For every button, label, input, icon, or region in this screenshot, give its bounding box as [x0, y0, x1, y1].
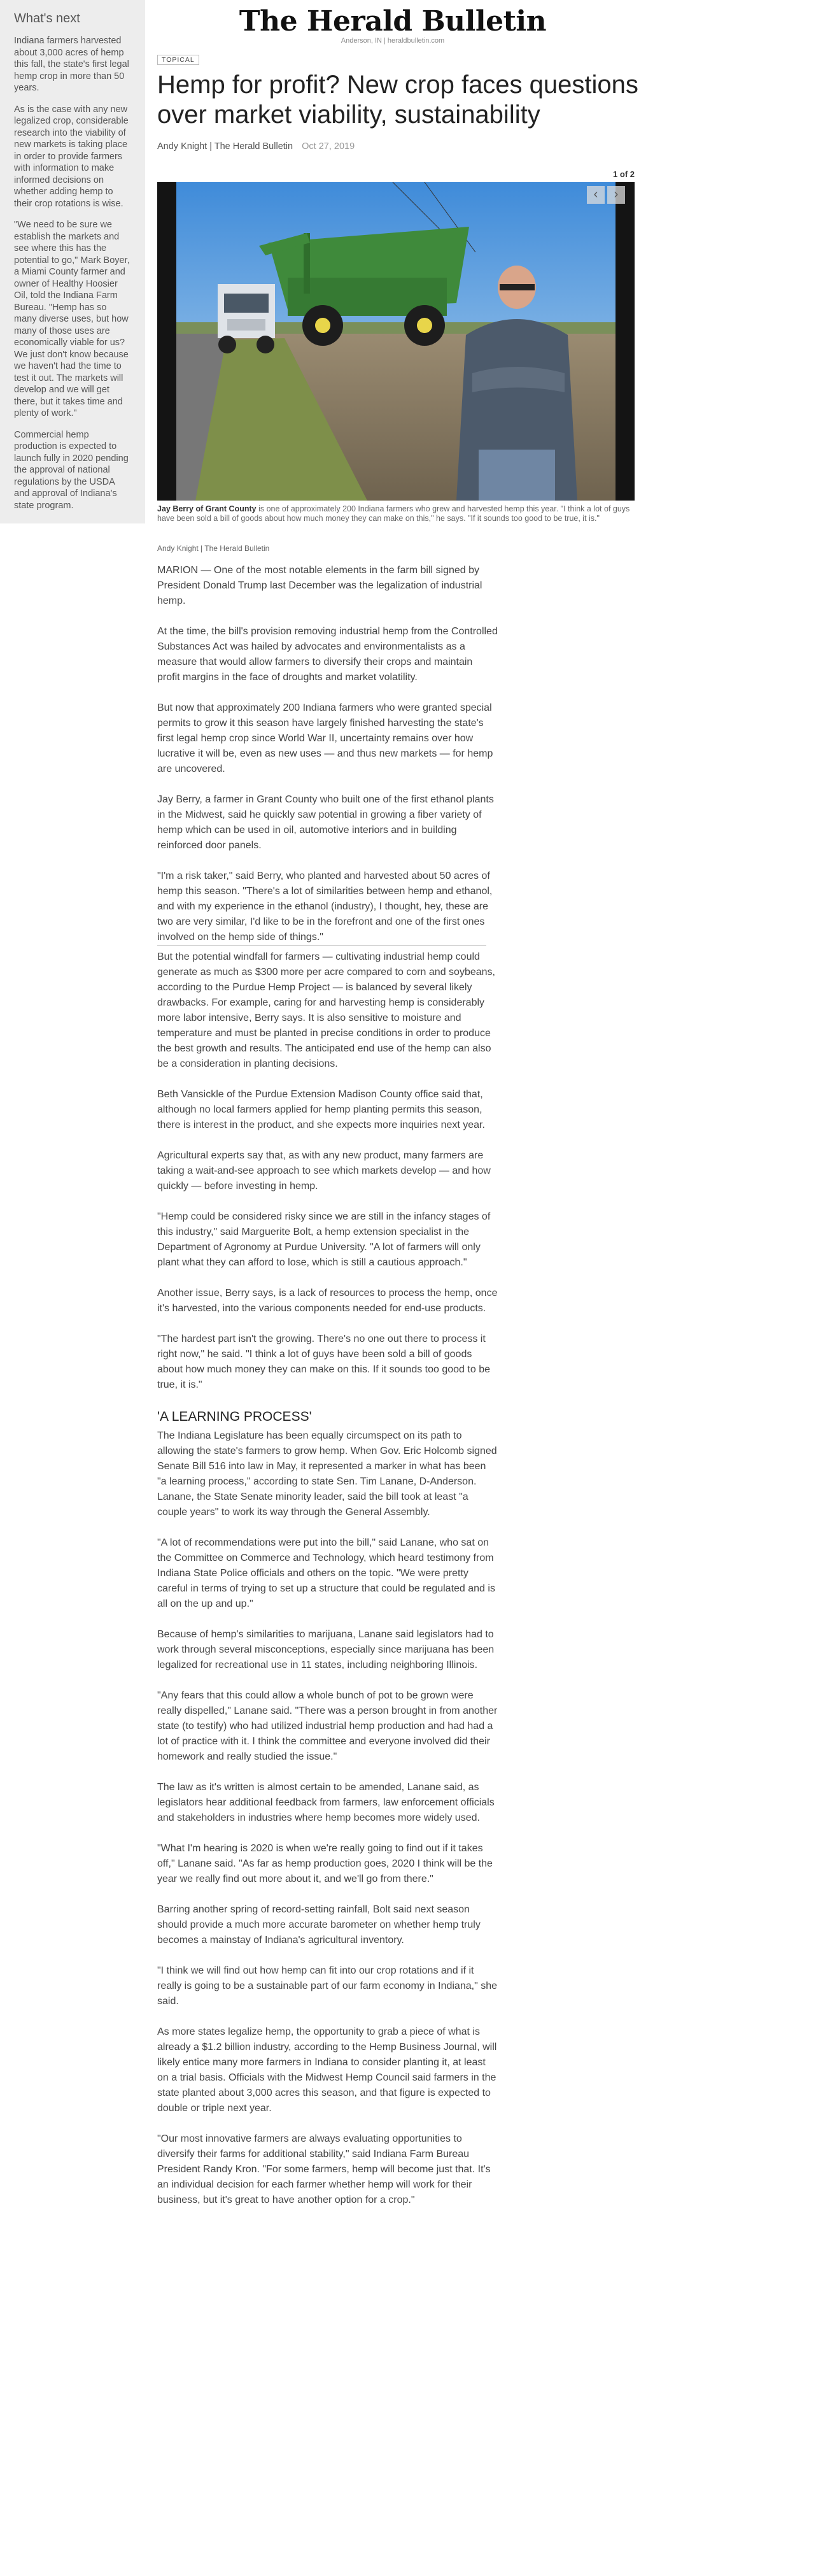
photo-caption: [157, 504, 635, 523]
body-paragraph: Another issue, Berry says, is a lack of resources to process the hemp, once it's harvested, into the various components needed for end-use products.: [157, 1288, 498, 1314]
body-paragraph: Jay Berry, a farmer in Grant County who built one of the first ethanol plants in the Midwest, said he quickly saw potential in growing a fiber variety of hemp which can be used in oil, automotive interiors and in building reinforced door panels.: [157, 794, 494, 851]
topic-tag[interactable]: TOPICAL: [157, 55, 199, 65]
body-paragraph: "Any fears that this could allow a whole bunch of pot to be grown were really dispelled," Lanane said. "There was a person brought in from another state (to testify) who had utilized industrial hemp production and had had a lot of practice with it. I think the committee and everyone involved did their homework and really studied the issue.": [157, 1690, 498, 1762]
masthead: [157, 5, 628, 45]
chevron-left-icon: ‹: [593, 187, 598, 201]
body-paragraph: The law as it's written is almost certain to be amended, Lanane said, as legislators hear additional feedback from farmers, law enforcement officials and stakeholders in industries where hemp becomes more widely used.: [157, 1782, 495, 1823]
gallery-counter: 1 of 2: [613, 169, 635, 179]
article: [157, 53, 638, 2205]
site-logo[interactable]: The Herald Bulletin: [239, 5, 547, 38]
caption-text: is one of approximately 200 Indiana farmers who grew and harvested hemp this year. "I think a lot of guys have been sold a bill of goods about how much money they can make on this," he says. "If it sounds too good to be true, it is.": [157, 504, 630, 523]
body-paragraph: Beth Vansickle of the Purdue Extension Madison County office said that, although no local farmers applied for hemp planting permits this season, there is interest in the product, and she expects more inquiries next year.: [157, 1089, 485, 1130]
body-paragraph: "I think we will find out how hemp can fit into our crop rotations and if it really is going to be a sustainable part of our farm economy in Indiana," she said.: [157, 1965, 497, 2007]
chevron-right-icon: ›: [614, 187, 619, 201]
author-name[interactable]: Andy Knight | The Herald Bulletin: [157, 141, 293, 152]
publish-date: Oct 27, 2019: [302, 141, 355, 152]
article-body: [157, 563, 498, 2223]
body-paragraph: "What I'm hearing is 2020 is when we're really going to find out if it takes off," Lanane said. "As far as hemp production goes, 2020 I think will be the year we really find out more about it, and we'll go from there.": [157, 1843, 493, 1884]
article-headline: Hemp for profit? New crop faces questions over market viability, sustainability: [157, 71, 638, 129]
body-paragraph: MARION — One of the most notable elements in the farm bill signed by President Donald Trump last December was the legalization of industrial hemp.: [157, 565, 482, 606]
body-paragraph: The Indiana Legislature has been equally circumspect on its path to allowing the state's farmers to grow hemp. When Gov. Eric Holcomb signed Senate Bill 516 into law in May, it represented a marker in what has been "a learning process," according to state Sen. Tim Lanane, D-Anderson. Lanane, the State Senate minority leader, said the bill took at least "a couple years" to work its way through the General Assembly.: [157, 1430, 497, 1518]
gallery-prev-button[interactable]: [587, 186, 605, 204]
body-paragraph: "Hemp could be considered risky since we are still in the infancy stages of this industry," said Marguerite Bolt, a hemp extension specialist in the Department of Agronomy at Purdue University. "A lot of farmers will only plant what they can afford to lose, which is still a cautious approach.": [157, 1211, 491, 1268]
body-paragraph: Because of hemp's similarities to marijuana, Lanane said legislators had to work through several misconceptions, especially since marijuana has been legalized for recreational use in 11 states, including neighboring Illinois.: [157, 1629, 495, 1670]
photo-credit: Andy Knight | The Herald Bulletin: [157, 544, 270, 553]
body-paragraph: But now that approximately 200 Indiana farmers who were granted special permits to grow it this season have largely finished harvesting the state's first legal hemp crop since World War II, uncertainty remains over how lucrative it will be, even as new uses — and thus new markets — for hemp are uncovered.: [157, 702, 493, 774]
photo-gallery[interactable]: [157, 182, 635, 501]
body-paragraph: "Our most innovative farmers are always evaluating opportunities to diversify their farms for additional stability," said Indiana Farm Bureau President Randy Kron. "For some farmers, hemp will become just that. It's an individual decision for each farmer whether hemp will work for their business, but it's great to have another option for a crop.": [157, 2133, 491, 2205]
caption-subject: Jay Berry of Grant County: [157, 504, 257, 513]
body-paragraph: As more states legalize hemp, the opportunity to grab a piece of what is already a $1.2 billion industry, according to the Hemp Business Journal, will likely entice many more farmers in Indiana to consider planting it, at least on a trial basis. Officials with the Midwest Hemp Council said farmers in the state planted about 3,000 acres this season, and that figure is expected to double or triple next year.: [157, 2026, 497, 2114]
body-paragraph: At the time, the bill's provision removing industrial hemp from the Controlled Substances Act was hailed by advocates and environmentalists as a measure that would allow farmers to diversify their crops and maintain profit margins in the face of droughts and market volatility.: [157, 626, 498, 683]
section-subhead: 'A LEARNING PROCESS': [157, 1409, 312, 1424]
body-paragraph: Agricultural experts say that, as with any new product, many farmers are taking a wait-and-see approach to see which markets develop — and how quickly — before investing in hemp.: [157, 1150, 491, 1192]
body-paragraph: But the potential windfall for farmers — cultivating industrial hemp could generate as much as $300 more per acre compared to corn and soybeans, according to the Purdue Hemp Project — is balanced by several likely drawbacks. For example, caring for and harvesting hemp is considerably more labor intensive, Berry says. It is also sensitive to moisture and temperature and must be planted in precise conditions in order to produce the best growth and results. The anticipated end use of the hemp can also be a consideration in planting decisions.: [157, 951, 495, 1069]
divider: [157, 945, 486, 946]
site-location: Anderson, IN | heraldbulletin.com: [341, 37, 445, 45]
body-paragraph: Barring another spring of record-setting rainfall, Bolt said next season should provide a much more accurate barometer on whether hemp truly becomes a mainstay of Indiana's agricultural inventory.: [157, 1904, 481, 1946]
sidebar-heading: What's next: [14, 11, 80, 25]
sidebar-paragraph: Commercial hemp production is expected to launch fully in 2020 pending the approval of national regulations by the USDA and approval of Indiana's state program.: [14, 429, 129, 511]
whats-next-sidebar: [0, 0, 145, 523]
byline: [157, 141, 635, 152]
gallery-next-button[interactable]: [607, 186, 625, 204]
body-paragraph: "A lot of recommendations were put into the bill," said Lanane, who sat on the Committee on Commerce and Technology, which heard testimony from Indiana State Police officials and others on the topic. "We were pretty careful in terms of trying to set up a structure that could be regulated and is all on the up and up.": [157, 1537, 495, 1609]
sidebar-paragraph: As is the case with any new legalized crop, considerable research into the viability of new markets is taking place in order to provide farmers with information to make informed decisions on whether adding hemp to their crop rotations is wise.: [14, 104, 129, 209]
farmer-photo: [157, 182, 635, 501]
sidebar-paragraph: "We need to be sure we establish the markets and see where this has the potential to go," Mark Boyer, a Miami County farmer and owner of Healthy Hoosier Oil, told the Indiana Farm Bureau. "Hemp has so many diverse uses, but how many of those uses are economically viable for us? We just don't know because we haven't had the time to test it out. The markets will develop and we will get there, but it takes time and plenty of work.": [14, 220, 130, 418]
body-paragraph: "The hardest part isn't the growing. There's no one out there to process it right now," he said. "I think a lot of guys have been sold a bill of goods about how much money they can make on this. If it sounds too good to be true, it is.": [157, 1334, 490, 1390]
body-paragraph: "I'm a risk taker," said Berry, who planted and harvested about 50 acres of hemp this season. "There's a lot of similarities between hemp and ethanol, and with my experience in the ethanol (industry), I thought, hey, these are two are very similar, I'd like to be in the forefront and one of the first ones involved on the hemp side of things.": [157, 871, 493, 943]
sidebar-paragraph: Indiana farmers harvested about 3,000 acres of hemp this fall, the state's first legal hemp crop in more than 50 years.: [14, 36, 129, 93]
